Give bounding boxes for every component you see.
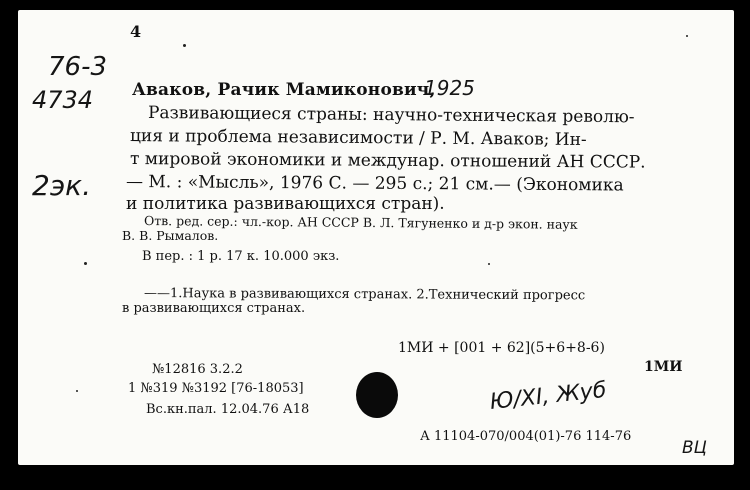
register-line: 1 №319 №3192 [76-18053]	[128, 381, 304, 396]
speck	[488, 263, 490, 265]
author-heading: Аваков, Рачик Мамиконович,	[132, 80, 436, 100]
speck	[686, 35, 688, 37]
speck	[76, 390, 78, 392]
body-line: ция и проблема независимости / Р. М. Аваков; Ин-	[129, 126, 587, 150]
body-line: Развивающиеся страны: научно-техническая револю-	[147, 103, 635, 128]
body-line: — М. : «Мысль», 1976 С. — 295 с.; 21 см.— (Экономика	[125, 172, 624, 196]
book-chamber-line: Вс.кн.пал. 12.04.76 А18	[146, 402, 310, 417]
author-year: 1925	[424, 76, 475, 100]
editors-line: Отв. ред. сер.: чл.-кор. АН СССР В. Л. Тягуненко и д-р экон. наук	[143, 213, 578, 232]
copies-note: 2эк.	[32, 169, 91, 202]
speck	[84, 262, 87, 265]
editors-line: В. В. Рымалов.	[122, 228, 219, 243]
page-number: 4	[130, 22, 142, 41]
speck	[183, 44, 186, 47]
signature-note: Ю/ХI, Жуб	[488, 377, 608, 415]
catalog-code: А 11104-070/004(01)-76 114-76	[420, 429, 632, 444]
classification-secondary: 1МИ	[644, 359, 683, 375]
body-line: т мировой экономики и междунар. отношений АН СССР.	[129, 149, 646, 173]
punch-hole	[356, 372, 398, 418]
subjects-line: ——1.Наука в развивающихся странах. 2.Технический прогресс	[143, 286, 586, 304]
classification: 1МИ + [001 + 62](5+6+8-6)	[398, 340, 605, 356]
catalog-card	[18, 10, 734, 465]
body-line: и политика развивающихся стран).	[126, 194, 445, 214]
record-number: №12816 3.2.2	[152, 362, 243, 377]
call-number-top: 76-3	[48, 52, 108, 82]
subjects-line: в развивающихся странах.	[122, 301, 306, 316]
catalog-code-suffix: ВЦ	[682, 438, 707, 458]
price-line: В пер. : 1 р. 17 к. 10.000 экз.	[142, 249, 340, 264]
call-number-bottom: 4734	[32, 86, 94, 114]
